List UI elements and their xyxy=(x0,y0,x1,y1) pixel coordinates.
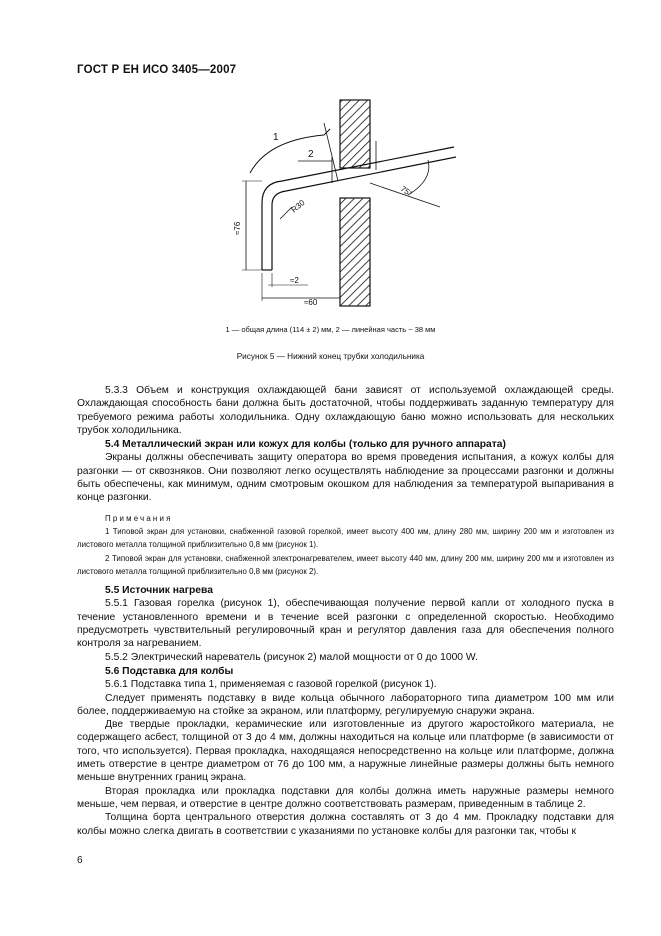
heading-5-5: 5.5 Источник нагрева xyxy=(105,585,213,597)
label-radius: R30 xyxy=(289,198,307,215)
page-header: ГОСТ Р ЕН ИСО 3405—2007 xyxy=(77,64,237,76)
wall-lower xyxy=(340,198,370,306)
label-1: 1 xyxy=(273,132,279,143)
paragraph-5-4: Экраны должны обеспечивать защиту оператора во время проведения испытания, а кожух колбы для разгонки — от сквозняков. Они позволяют легко осуществлять наблюдение за процессами разгонки и должны быть обеспечены, как минимум, одним смотровым окошком для наблюдения за температурой выпаривания в конце разгонки. xyxy=(77,452,614,504)
label-height: ≈76 xyxy=(233,221,242,235)
figure-condenser-tube xyxy=(228,95,468,320)
paragraph-5-6-1-c: Вторая прокладка или прокладка подставки для колбы должна иметь наружные размеры немного меньше, чем первая, и отверстие в центре должно соответствовать размерам, приведенным в таблице 2. xyxy=(77,785,614,810)
label-offset: ≈2 xyxy=(290,276,299,285)
label-2: 2 xyxy=(308,149,314,160)
paragraph-5-6-1-b: Две твердые прокладки, керамические или изготовленные из другого жаростойкого материала, не содержащего асбест, толщиной от 3 до 4 мм, должны находиться на кольце или платформе (в зависимости от того, что используется). Первая прокладка, находящаяся непосредственно на кольце или платформе, должна иметь отверстие в центре диаметром от 76 до 100 мм, а наружные линейные размеры должны быть немного меньше внутренних границ экрана. xyxy=(77,719,614,784)
heading-5-4: 5.4 Металлический экран или кожух для колбы (только для ручного аппарата) xyxy=(105,439,506,451)
figure-caption: Рисунок 5 — Нижний конец трубки холодильника xyxy=(236,352,425,361)
label-angle: 75° xyxy=(398,184,414,199)
note-1: 1 Типовой экран для установки, снабженной газовой горелкой, имеет высоту 400 мм, длину 280 мм, ширину 200 мм и изготовлен из листового металла толщиной приблизительно 0,8 мм (рисунок 1). xyxy=(77,526,614,550)
note-2: 2 Типовой экран для установки, снабженной электронагревателем, имеет высоту 440 мм, длину 200 мм, ширину 200 мм и изготовлен из листового металла толщиной приблизительно 0,8 мм (рисунок 2). xyxy=(77,553,614,576)
heading-5-6: 5.6 Подставка для колбы xyxy=(105,665,234,677)
page-number: 6 xyxy=(77,855,83,866)
document-body xyxy=(77,384,614,838)
figure-legend: 1 — общая длина (114 ± 2) мм, 2 — линейная часть ~ 38 мм xyxy=(225,325,436,334)
condenser-tube-drawing xyxy=(228,95,468,320)
paragraph-5-5-2: 5.5.2 Электрический нареватель (рисунок 2) малой мощности от 0 до 1000 W. xyxy=(105,651,478,663)
wall-upper xyxy=(340,100,370,168)
notes-title: Примечания xyxy=(105,513,173,523)
paragraph-5-5-1: 5.5.1 Газовая горелка (рисунок 1), обеспечивающая получение первой капли от холодного пуска в течение установленного времени и в течение всей разгонки с определенной скоростью. Необходимо предусмотреть чувствительный регулировочный кран и регулятор давления газа для обеспечения полного контроля за нагреванием. xyxy=(77,598,614,650)
paragraph-5-6-1: 5.6.1 Подставка типа 1, применяемая с газовой горелкой (рисунок 1). xyxy=(105,679,437,691)
paragraph-5-3-3: 5.3.3 Объем и конструкция охлаждающей бани зависят от используемой охлаждающей среды. Охлаждающая способность бани должна быть достаточной, чтобы поддерживать заданную температуру для требуемого режима работы холодильника. Одну охлаждающую баню можно использовать для нескольких трубок холодильника. xyxy=(77,385,614,436)
label-width: ≈60 xyxy=(304,298,318,307)
paragraph-5-6-1-d: Толщина борта центрального отверстия должна составлять от 3 до 4 мм. Прокладку подставки для колбы можно слегка двигать в соответствии с указаниями по установке колбы для разгонки так, чтобы к xyxy=(77,812,614,837)
paragraph-5-6-1-a: Следует применять подставку в виде кольца обычного лабораторного типа диаметром 100 мм или более, поддерживаемую на стойке за экраном, или платформу, регулируемую снаружи экрана. xyxy=(77,692,614,717)
